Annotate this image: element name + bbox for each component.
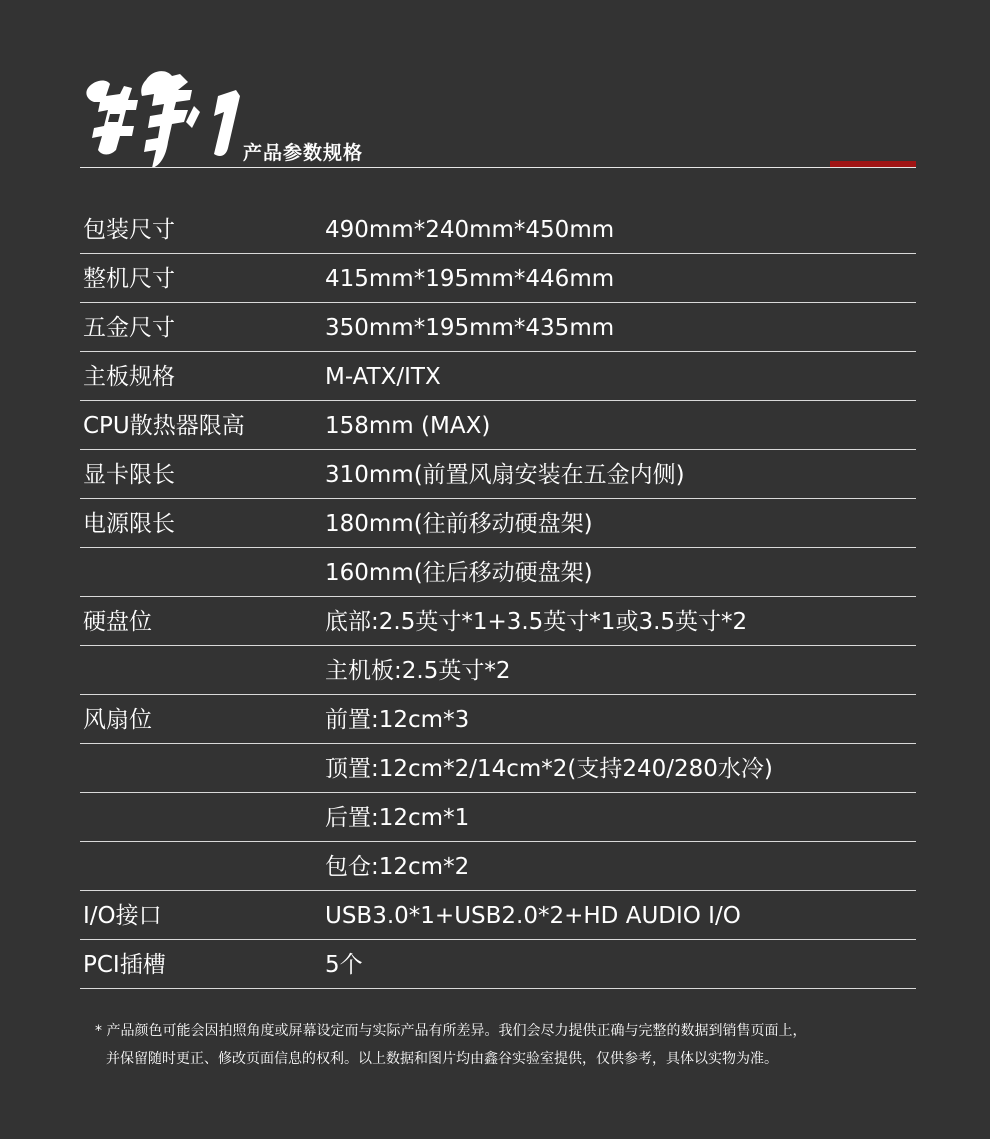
spec-value: 160mm(往后移动硬盘架): [325, 560, 593, 586]
spec-row: [80, 352, 916, 401]
spec-value: 主机板:2.5英寸*2: [325, 658, 511, 684]
spec-label: PCI插槽: [83, 952, 166, 978]
spec-value: 350mm*195mm*435mm: [325, 315, 615, 341]
spec-label: I/O接口: [83, 903, 162, 929]
spec-value: 490mm*240mm*450mm: [325, 217, 615, 243]
spec-row: [80, 744, 916, 793]
spec-value: 包仓:12cm*2: [325, 854, 470, 880]
spec-value: 310mm(前置风扇安装在五金内侧): [325, 462, 685, 488]
brand-logo: [80, 66, 242, 170]
spec-value: 158mm (MAX): [325, 413, 491, 439]
accent-bar: [830, 161, 916, 167]
spec-row: [80, 793, 916, 842]
section-title: 产品参数规格: [243, 142, 364, 164]
spec-row: [80, 499, 916, 548]
spec-label: 包装尺寸: [83, 217, 175, 243]
spec-value: 180mm(往前移动硬盘架): [325, 511, 593, 537]
disclaimer-line: 并保留随时更正、修改页面信息的权利。以上数据和图片均由鑫谷实验室提供，仅供参考，具体以实物为准。: [106, 1051, 778, 1067]
spec-row: [80, 205, 916, 254]
spec-table: [80, 205, 916, 989]
spec-label: 整机尺寸: [83, 266, 175, 292]
spec-label: 五金尺寸: [83, 315, 175, 341]
spec-label: 主板规格: [83, 364, 175, 390]
spec-label: 风扇位: [83, 707, 152, 733]
spec-value: 底部:2.5英寸*1+3.5英寸*1或3.5英寸*2: [325, 609, 748, 635]
spec-row: [80, 303, 916, 352]
header-divider: [80, 167, 916, 168]
spec-row: [80, 401, 916, 450]
spec-row: [80, 646, 916, 695]
spec-row: [80, 695, 916, 744]
spec-label: CPU散热器限高: [83, 413, 245, 439]
spec-label: 显卡限长: [83, 462, 175, 488]
disclaimer-footnote: [95, 1017, 915, 1073]
spec-row: [80, 548, 916, 597]
spec-value: M-ATX/ITX: [325, 364, 441, 390]
spec-value: 后置:12cm*1: [325, 805, 470, 831]
spec-row: [80, 891, 916, 940]
spec-row: [80, 450, 916, 499]
spec-label: 电源限长: [83, 511, 175, 537]
spec-row: [80, 842, 916, 891]
spec-row: [80, 597, 916, 646]
disclaimer-line: * 产品颜色可能会因拍照角度或屏幕设定而与实际产品有所差异。我们会尽力提供正确与完整的数据到销售页面上，: [95, 1023, 807, 1039]
spec-value: USB3.0*1+USB2.0*2+HD AUDIO I/O: [325, 903, 741, 929]
page-header: [80, 60, 916, 170]
spec-value: 415mm*195mm*446mm: [325, 266, 615, 292]
spec-row: [80, 254, 916, 303]
spec-value: 顶置:12cm*2/14cm*2(支持240/280水冷): [325, 756, 773, 782]
spec-value: 5个: [325, 952, 363, 978]
spec-row: [80, 940, 916, 989]
spec-value: 前置:12cm*3: [325, 707, 470, 733]
spec-label: 硬盘位: [83, 609, 152, 635]
